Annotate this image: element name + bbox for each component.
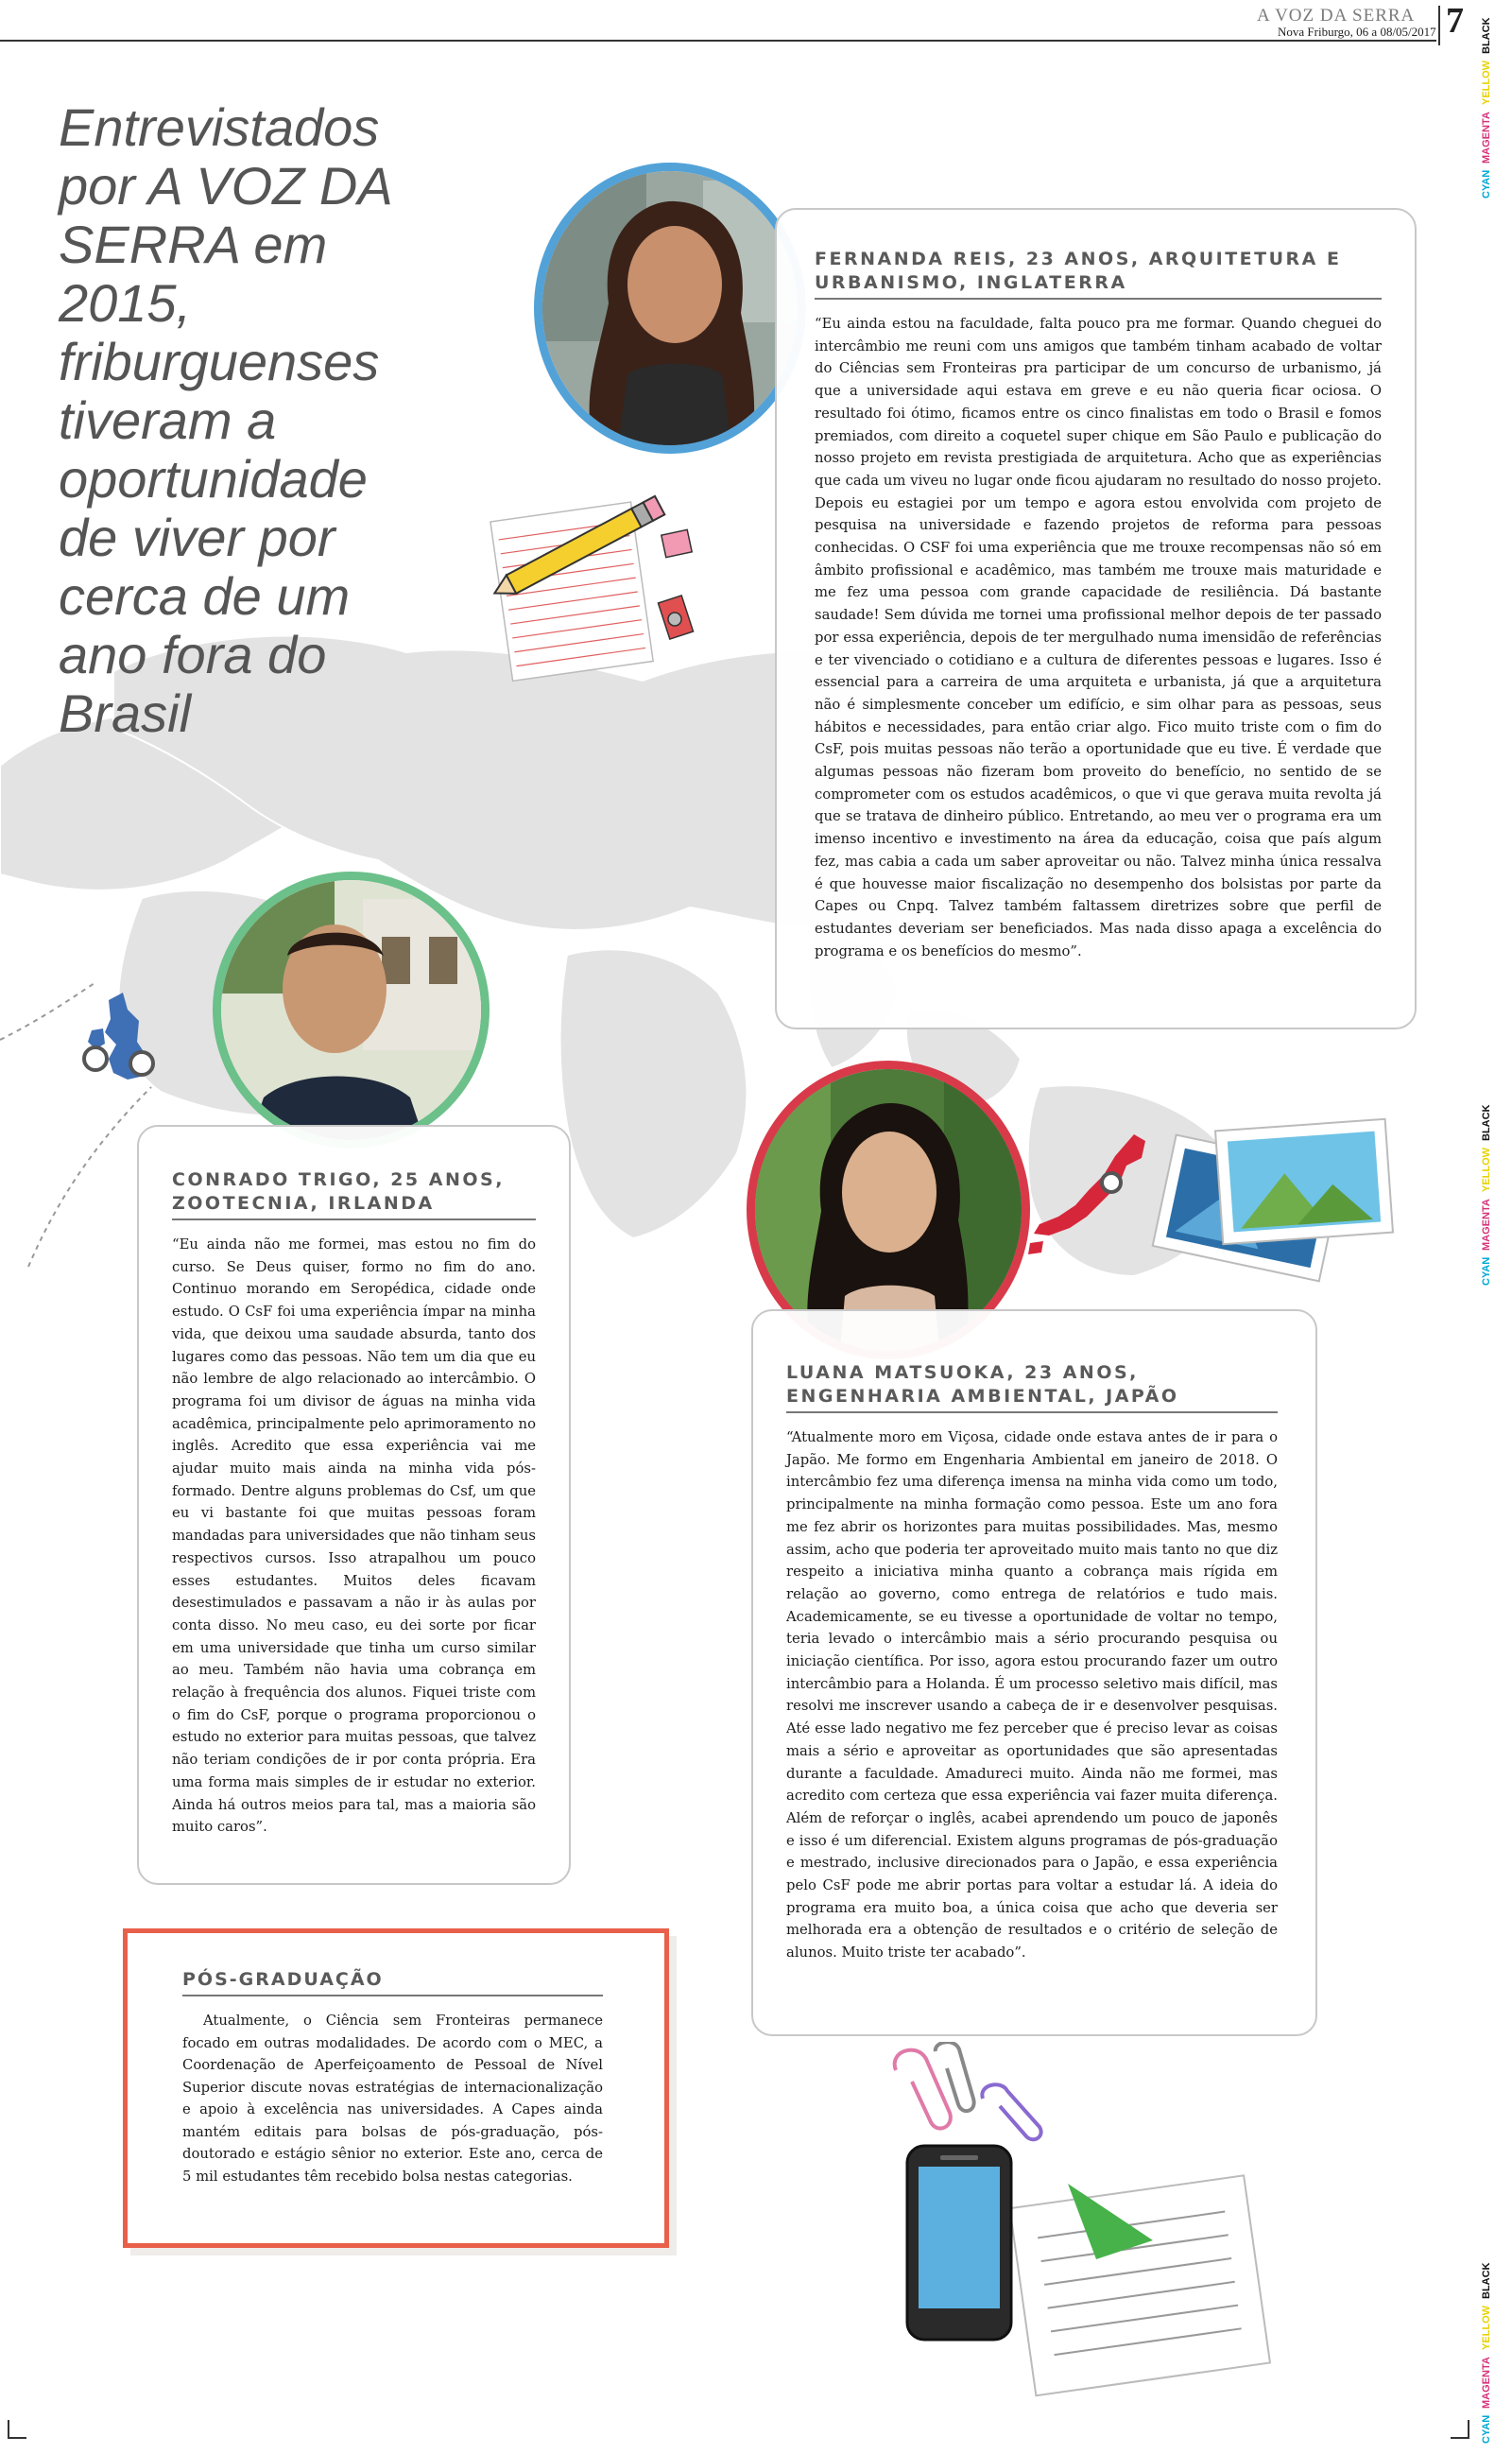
crop-mark	[8, 2420, 26, 2439]
page-number: 7	[1446, 1, 1464, 41]
luana-text: “Atualmente moro em Viçosa, cidade onde estava antes de ir para o Japão. Me formo em Engenharia Ambiental em janeiro de 2018. O intercâmbio fez uma diferença imensa na minha vida como um todo, principalmente na minha formação como pessoa. Este um ano fora me fez abrir os horizontes para muitas possibilidades. Mas, mesmo assim, acho que poderia ter aproveitado muito mais tanto no que diz respeito a iniciativa minha quanto a cobrança mais rígida em relação ao governo, como entrega de relatórios e tudo mais. Academicamente, se eu tivesse a oportunidade de voltar no tempo, teria levado o intercâmbio mais a sério procurando pesquisa ou iniciação científica. Por isso, agora estou procurando fazer um outro intercâmbio para a Holanda. É um processo seletivo mais difícil, mas resolvi me inscrever usando a cabeça de ir e desenvolver pesquisas. Até esse lado negativo me fez perceber que é preciso levar as coisas mais a sério e aproveitar as oportunidades que são apresentadas durante a faculdade. Amadureci muito. Ainda não me formei, mas acredito com certeza que essa experiência vai fazer muita diferença. Além de reforçar o inglês, acabei aprendendo um pouco de japonês e isso é um diferencial. Existem alguns programas de pós-graduação e mestrado, inclusive direcionados para o Japão, e essa experiência pelo CsF pode me abrir portas para voltar a estudar lá. A ideia do programa era muito boa, a única coisa que acho que deveria ser melhorada era a obtenção de resultados e o critério de seleção de alunos. Muito triste ter acabado”.	[786, 1429, 1278, 1961]
issue-date: Nova Friburgo, 06 a 08/05/2017	[1278, 25, 1436, 39]
pos-graduacao-article	[182, 1968, 603, 2187]
crop-mark	[1451, 2420, 1469, 2439]
fernanda-byline: FERNANDA REIS, 23 ANOS, ARQUITETURA E URBANISMO, INGLATERRA	[815, 248, 1382, 300]
fernanda-photo	[534, 163, 806, 454]
page-headline: Entrevistados por A VOZ DA SERRA em 2015, friburguenses tiveram a oportunidade de viver por cerca de um ano fora do Brasil	[59, 97, 391, 743]
photos-icon	[1143, 1106, 1399, 1286]
fernanda-text: “Eu ainda estou na faculdade, falta pouco pra me formar. Quando cheguei do intercâmbio me reuni com uns amigos que também tinham acabado de voltar do Ciências sem Fronteiras pra participar de um concurso de urbanismo, já que a universidade aqui estava em greve e eu não queria ficar ociosa. O resultado foi ótimo, ficamos entre os cinco finalistas em todo o Brasil e fomos premiados, com direito a coquetel super chique em São Paulo e publicação do nosso projeto em revista prestigiada de arquitetura. Acho que as experiências que cada um viveu no lugar onde ficou ajudaram no resultado do nosso projeto. Depois eu estagiei por um tempo e agora estou envolvida com projeto de pesquisa na universidade e fazendo projetos de reforma para pessoas conhecidas. O CSF foi uma experiência que me trouxe recompensas não só em âmbito profissional e acadêmico, mas também me trouxe mais maturidade e me fez uma pessoa com grande capacidade de resiliência. Dá bastante saudade! Sem dúvida me tornei uma profissional melhor depois de ter passado por essa experiência, depois de ter mergulhado numa imensidão de referências e ter vivenciado o cotidiano e a cultura de diferentes pessoas e lugares. Isso é essencial para a carreira de uma arquiteta e urbanista, já que a arquitetura não é simplesmente conceber um edifício, e sim olhar para as pessoas, seus hábitos e necessidades, para então criar algo. Fico muito triste com o fim do CsF, pois muitas pessoas não terão a oportunidade que eu tive. É verdade que algumas pessoas não fizeram bom proveito do benefício, no sentido de se comprometer com os estudos acadêmicos, o que vi que gerava muita revolta já que se tratava de dinheiro público. Entretando, ao meu ver o programa era um imenso incentivo e investimento na área da educação, coisa que país algum fez, mas cabia a cada um saber aproveitar ou não. Talvez minha única ressalva é que houvesse maior fiscalização no desempenho dos bolsistas por parte da Capes ou Cnpq. Talvez também faltassem diretrizes sobre que perfil de estudantes deveriam ser beneficiados. Mas nada disso apaga a excelência do programa e os benefícios do mesmo”.	[815, 316, 1382, 959]
color-bar: CYAN MAGENTA YELLOW BLACK	[1481, 2262, 1492, 2444]
luana-article	[786, 1361, 1278, 1964]
luana-byline: LUANA MATSUOKA, 23 ANOS, ENGENHARIA AMBIENTAL, JAPÃO	[786, 1361, 1278, 1413]
conrado-byline: CONRADO TRIGO, 25 ANOS, ZOOTECNIA, IRLANDA	[172, 1168, 536, 1220]
header-rule	[0, 40, 1436, 42]
newspaper-brand: A VOZ DA SERRA	[1257, 6, 1416, 26]
pos-graduacao-title: PÓS-GRADUAÇÃO	[182, 1968, 603, 1996]
japan-marker-icon	[1021, 1130, 1162, 1271]
conrado-text: “Eu ainda não me formei, mas estou no fim do curso. Se Deus quiser, formo no fim do ano. Continuo morando em Seropédica, cidade onde estudo. O CsF foi uma experiência ímpar na minha vida, que deixou uma saudade absurda, tanto dos lugares como das pessoas. Não tem um dia que eu não lembre de algo relacionado ao intercâmbio. O programa foi um divisor de águas na minha vida acadêmica, principalmente pelo aprimoramento no inglês. Acredito que essa experiência vai me ajudar muito mais ainda na minha vida pós-formado. Dentre alguns problemas do Csf, um que eu vi bastante foi que muitas pessoas foram mandadas para universidades que não tinham seus respectivos cursos. Isso atrapalhou um pouco esses estudantes. Muitos deles ficavam desestimulados e passavam a não ir às aulas por conta disso. No meu caso, eu dei sorte por ficar em uma universidade que tinha um curso similar ao meu. Também não havia uma cobrança em relação à frequência dos alunos. Fiquei triste com o fim do CsF, porque o programa proporcionou o estudo no exterior para muitas pessoas, que talvez não teriam condições de ir por conta própria. Era uma forma mais simples de ir estudar no exterior. Ainda há outros meios para tal, mas a maioria são muito caros”.	[172, 1236, 536, 1836]
notepad-pencil-icon	[444, 477, 728, 695]
pos-graduacao-text: Atualmente, o Ciência sem Fronteiras permanece focado em outras modalidades. De acordo com o MEC, a Coordenação de Aperfeiçoamento de Pessoal de Nível Superior discute novas estratégias de internacionalização e apoio à excelência nas universidades. A Capes ainda mantém editais para bolsas de pós-graduação, pós-doutorado e estágio sênior no exterior. Este ano, cerca de 5 mil estudantes têm recebido bolsa nestas categorias.	[182, 2013, 603, 2185]
uk-marker-icon	[71, 993, 175, 1097]
conrado-article	[172, 1168, 536, 1839]
color-bar: CYAN MAGENTA YELLOW BLACK	[1481, 1104, 1492, 1286]
header-separator	[1438, 6, 1440, 45]
fernanda-article	[815, 248, 1382, 962]
conrado-photo	[213, 872, 490, 1149]
color-bar: CYAN MAGENTA YELLOW BLACK	[1481, 17, 1492, 199]
phone-paperclips-icon	[879, 2042, 1276, 2439]
